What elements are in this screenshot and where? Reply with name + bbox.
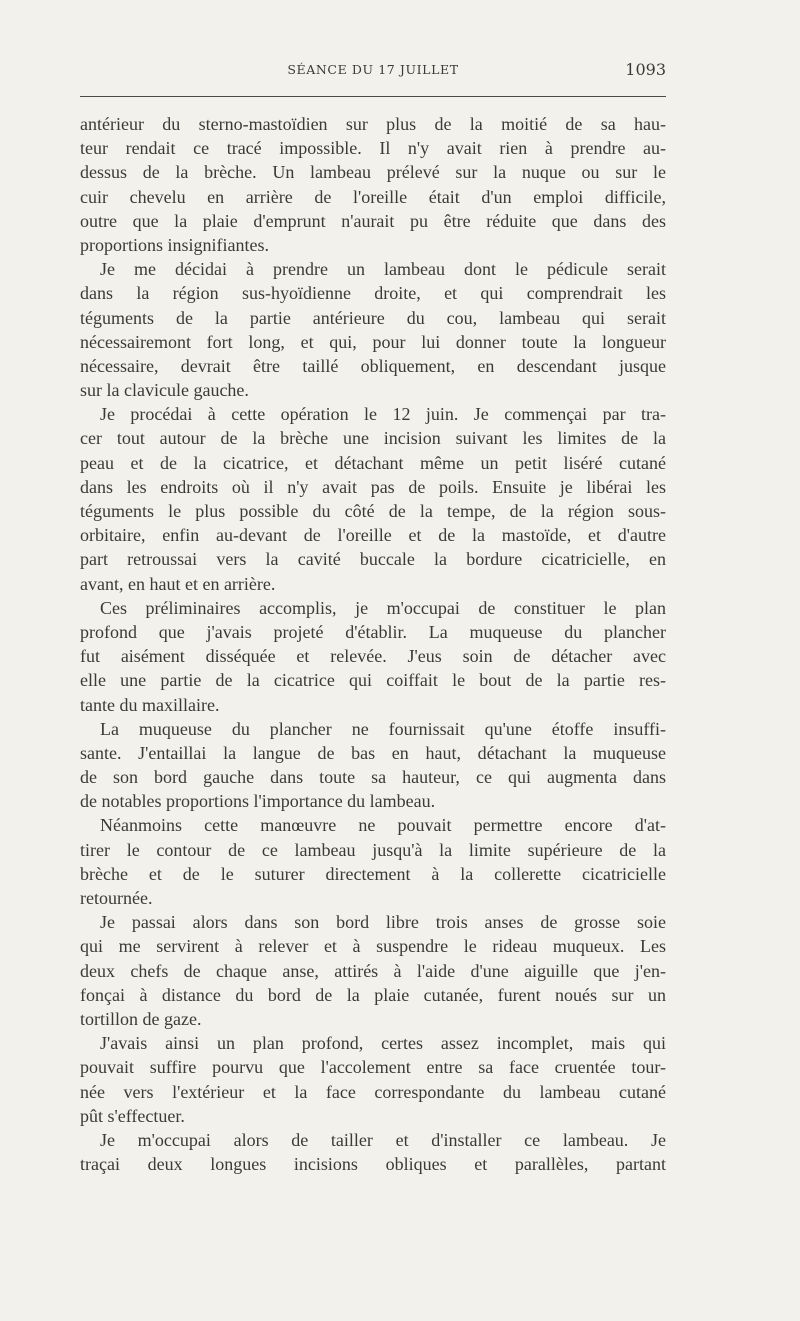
text-line: dans la région sus-hyoïdienne droite, et qui comprendrait les xyxy=(80,283,666,304)
text-line: cer tout autour de la brèche une incision suivant les limites de la xyxy=(80,428,666,449)
text-line: téguments de la partie antérieure du cou, lambeau qui serait xyxy=(80,307,666,328)
paragraph xyxy=(80,1031,666,1128)
text-line: J'avais ainsi un plan profond, certes assez incomplet, mais qui xyxy=(100,1033,666,1054)
text-line: de son bord gauche dans toute sa hauteur, ce qui augmenta dans xyxy=(80,767,666,788)
text-line: deux chefs de chaque anse, attirés à l'aide d'une aiguille que j'en- xyxy=(80,960,666,981)
text-line: profond que j'avais projeté d'établir. La muqueuse du plancher xyxy=(80,621,666,642)
header-rule xyxy=(80,96,666,97)
text-line: sante. J'entaillai la langue de bas en haut, détachant la muqueuse xyxy=(80,742,666,763)
text-line: qui me servirent à relever et à suspendre le rideau muqueux. Les xyxy=(80,936,666,957)
text-line: Je passai alors dans son bord libre trois anses de grosse soie xyxy=(100,912,666,933)
text-line: avant, en haut et en arrière. xyxy=(80,573,276,594)
text-line: tortillon de gaze. xyxy=(80,1008,202,1029)
text-line: dessus de la brèche. Un lambeau prélevé sur la nuque ou sur le xyxy=(80,162,666,183)
text-line: tante du maxillaire. xyxy=(80,694,220,715)
text-line: nécessaire, devrait être taillé obliquement, en descendant jusque xyxy=(80,355,666,376)
text-line: La muqueuse du plancher ne fournissait qu'une étoffe insuffi- xyxy=(100,718,666,739)
running-title: SÉANCE DU 17 JUILLET xyxy=(287,62,459,77)
body-text xyxy=(80,112,666,1176)
text-line: fut aisément disséquée et relevée. J'eus soin de détacher avec xyxy=(80,646,666,667)
text-line: pouvait suffire pourvu que l'accolement entre sa face cruentée tour- xyxy=(80,1057,666,1078)
text-line: Je procédai à cette opération le 12 juin. Je commençai par tra- xyxy=(100,404,666,425)
paragraph xyxy=(80,717,666,814)
paragraph xyxy=(80,112,666,257)
text-line: peau et de la cicatrice, et détachant même un petit liséré cutané xyxy=(80,452,666,473)
text-line: Néanmoins cette manœuvre ne pouvait permettre encore d'at- xyxy=(100,815,666,836)
text-line: antérieur du sterno-mastoïdien sur plus de la moitié de sa hau- xyxy=(80,114,666,134)
text-line: part retroussai vers la cavité buccale la bordure cicatricielle, en xyxy=(80,549,666,570)
text-line: pût s'effectuer. xyxy=(80,1105,185,1126)
paragraph xyxy=(80,1128,666,1176)
text-line: orbitaire, enfin au-devant de l'oreille et de la mastoïde, et d'autre xyxy=(80,525,666,546)
paragraph xyxy=(80,813,666,910)
paragraph xyxy=(80,596,666,717)
text-line: outre que la plaie d'emprunt n'aurait pu être réduite que dans des xyxy=(80,210,666,231)
text-line: téguments le plus possible du côté de la tempe, de la région sous- xyxy=(80,501,666,521)
text-line: tirer le contour de ce lambeau jusqu'à la limite supérieure de la xyxy=(80,839,666,860)
text-line: sur la clavicule gauche. xyxy=(80,380,249,401)
text-line: cuir chevelu en arrière de l'oreille était d'un emploi difficile, xyxy=(80,186,666,207)
text-line: nécessairemont fort long, et qui, pour lui donner toute la longueur xyxy=(80,331,666,352)
text-line: teur rendait ce tracé impossible. Il n'y avait rien à prendre au- xyxy=(80,138,666,159)
text-line: retournée. xyxy=(80,888,153,908)
text-line: Je m'occupai alors de tailler et d'installer ce lambeau. Je xyxy=(100,1129,666,1150)
text-line: dans les endroits où il n'y avait pas de poils. Ensuite je libérai les xyxy=(80,476,666,497)
text-line: de notables proportions l'importance du lambeau. xyxy=(80,791,436,812)
text-line: née vers l'extérieur et la face correspondante du lambeau cutané xyxy=(80,1081,666,1102)
text-line: proportions insignifiantes. xyxy=(80,234,269,255)
text-line: Ces préliminaires accomplis, je m'occupai de constituer le plan xyxy=(100,597,666,618)
page-number: 1093 xyxy=(625,60,666,79)
text-line: Je me décidai à prendre un lambeau dont le pédicule serait xyxy=(100,259,666,280)
text-line: elle une partie de la cicatrice qui coiffait le bout de la partie res- xyxy=(80,670,666,691)
paragraph xyxy=(80,257,666,402)
text-line: traçai deux longues incisions obliques et parallèles, partant xyxy=(80,1154,666,1175)
paragraph xyxy=(80,402,666,596)
running-head xyxy=(80,58,666,82)
paragraph xyxy=(80,910,666,1031)
text-line: brèche et de le suturer directement à la collerette cicatricielle xyxy=(80,863,666,884)
text-line: fonçai à distance du bord de la plaie cutanée, furent noués sur un xyxy=(80,984,666,1005)
